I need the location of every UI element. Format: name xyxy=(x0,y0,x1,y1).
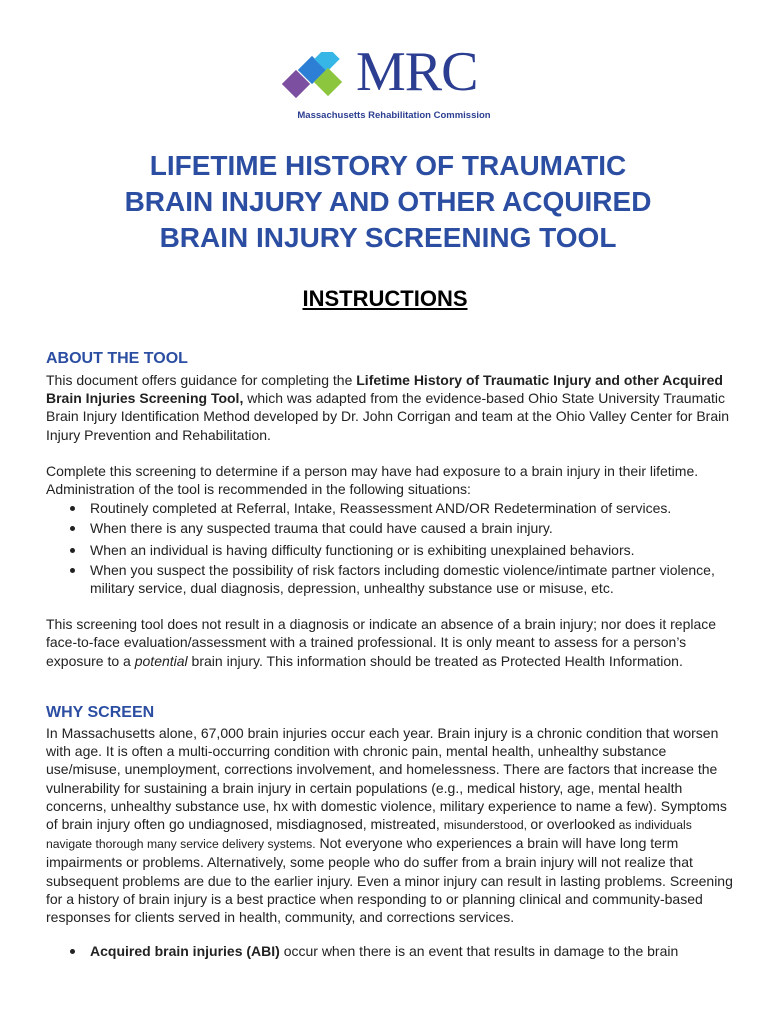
abi-list xyxy=(46,942,736,960)
situations-list xyxy=(46,499,736,597)
about-section xyxy=(46,371,736,670)
why-section xyxy=(46,724,736,960)
bullet-icon xyxy=(70,568,75,573)
about-heading: ABOUT THE TOOL xyxy=(46,350,188,367)
list-item: When an individual is having difficulty functioning or is exhibiting unexplained behaviors. xyxy=(46,541,736,559)
mrc-logo xyxy=(280,41,500,122)
list-item: When there is any suspected trauma that could have caused a brain injury. xyxy=(46,519,736,537)
logo-subtitle: Massachusetts Rehabilitation Commission xyxy=(297,110,491,121)
logo-diamonds-icon xyxy=(280,52,360,112)
bullet-icon xyxy=(70,949,75,954)
bullet-icon xyxy=(70,526,75,531)
about-paragraph-3: This screening tool does not result in a diagnosis or indicate an absence of a brain injury; nor does it replace face-to-face evaluation/assessment with a trained professional. It is only meant to assess for a person’s exposure to a potential brain injury. This information should be treated as Protected Health Information. xyxy=(46,616,717,669)
title-line-3: BRAIN INJURY SCREENING TOOL xyxy=(159,222,617,253)
logo-wordmark: MRC xyxy=(356,41,478,103)
why-paragraph-1: In Massachusetts alone, 67,000 brain injuries occur each year. Brain injury is a chronic condition that worsen with age. It is often a multi-occurring condition with chronic pain, mental health, unhealthy substance use/misuse, unemployment, corrections involvement, and homelessness. There are factors that increase the vulnerability for sustaining a brain injury in certain populations (e.g., medical history, age, mental health concerns, unhealthy substance use, hx with domestic violence, military experience to name a few). Symptoms of brain injury often go undiagnosed, misdiagnosed, mistreated, misunderstood, or overlooked as individuals navigate thorough many service delivery systems. Not everyone who experiences a brain will have long term impairments or problems. Alternatively, some people who do suffer from a brain injury will not realize that subsequent problems are due to the earlier injury. Even a minor injury can result in lasting problems. Screening for a history of brain injury is a best practice when responding to or planning clinical and community-based responses for clients served in health, community, and corrections services. xyxy=(46,725,733,926)
title-line-1: LIFETIME HISTORY OF TRAUMATIC xyxy=(149,150,627,181)
document-title xyxy=(40,148,736,256)
list-item: Routinely completed at Referral, Intake, Reassessment AND/OR Redetermination of services. xyxy=(46,499,736,517)
list-item: Acquired brain injuries (ABI) occur when there is an event that results in damage to the brain xyxy=(46,942,736,960)
instructions-heading: INSTRUCTIONS xyxy=(302,286,468,311)
about-paragraph-1: This document offers guidance for completing the Lifetime History of Traumatic Injury and other Acquired Brain Injuries Screening Tool, which was adapted from the evidence-based Ohio State University Traumatic Brain Injury Identification Method developed by Dr. John Corrigan and team at the Ohio Valley Center for Brain Injury Prevention and Rehabilitation. xyxy=(46,372,730,443)
bullet-icon xyxy=(70,506,75,511)
list-item: When you suspect the possibility of risk factors including domestic violence/intimate partner violence, military service, dual diagnosis, depression, unhealthy substance use or misuse, etc. xyxy=(46,561,736,597)
about-paragraph-2: Complete this screening to determine if a person may have had exposure to a brain injury in their lifetime. Administration of the tool is recommended in the following situations: xyxy=(46,462,699,498)
why-heading: WHY SCREEN xyxy=(46,704,155,721)
bullet-icon xyxy=(70,548,75,553)
title-line-2: BRAIN INJURY AND OTHER ACQUIRED xyxy=(124,186,652,217)
